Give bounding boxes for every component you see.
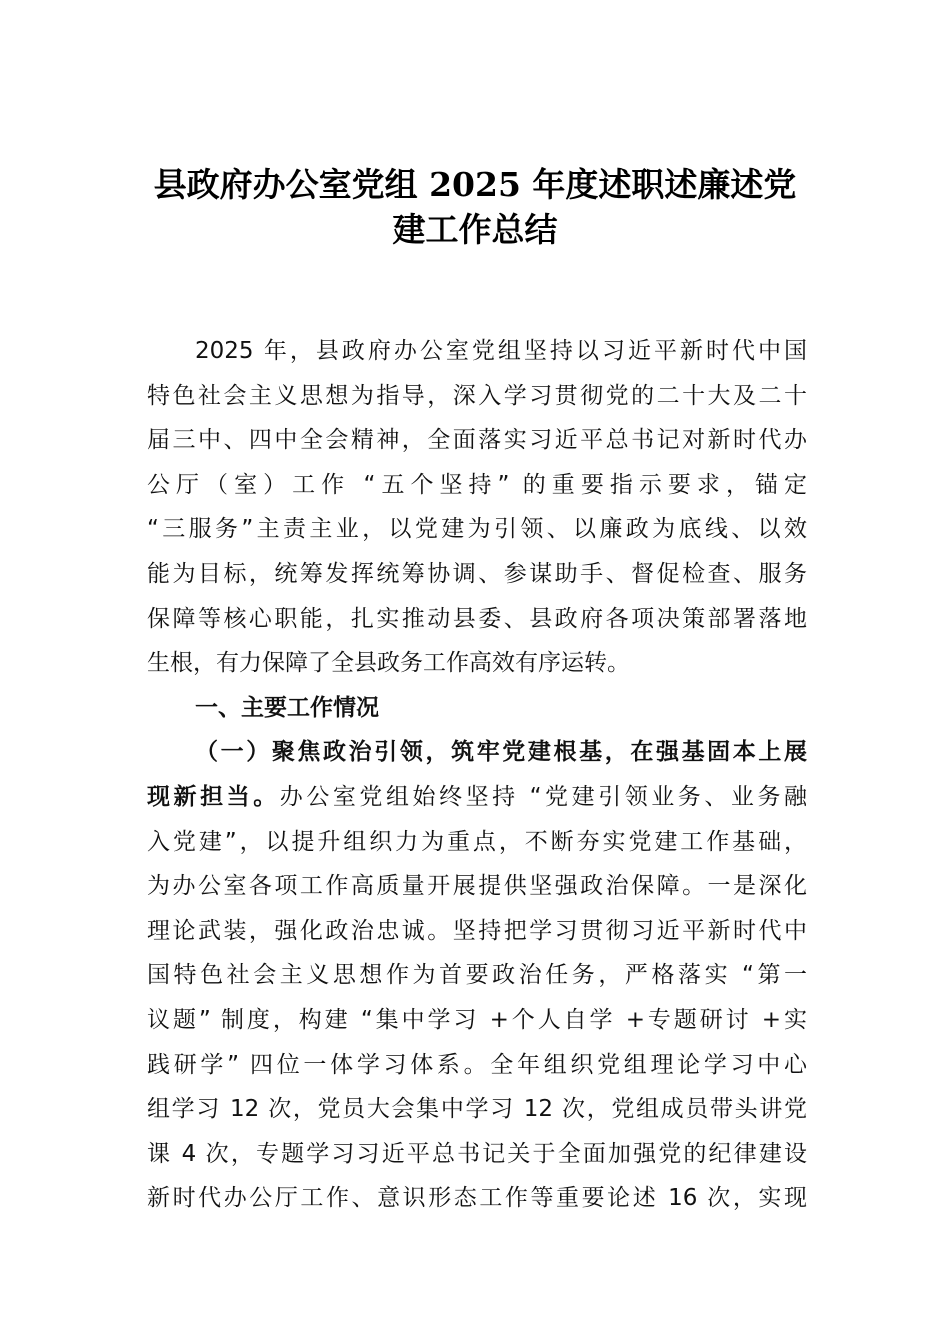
paragraph-line-mixed xyxy=(147,775,807,820)
paragraph-line: 生根，有力保障了全县政务工作高效有序运转。 xyxy=(147,650,630,677)
paragraph-line: 新时代办公厅工作、意识形态工作等重要论述 16 次，实现 xyxy=(147,1185,807,1212)
paragraph-line: 理论武装，强化政治忠诚。坚持把学习贯彻习近平新时代中 xyxy=(147,917,807,944)
paragraph-line: 课 4 次，专题学习习近平总书记关于全面加强党的纪律建设 xyxy=(147,1140,807,1167)
intro-paragraph xyxy=(147,329,807,686)
paragraph-line: 组学习 12 次，党员大会集中学习 12 次，党组成员带头讲党 xyxy=(147,1096,807,1123)
paragraph-line: 2025 年，县政府办公室党组坚持以习近平新时代中国 xyxy=(195,338,807,364)
section-heading: 一、主要工作情况 xyxy=(195,694,379,721)
paragraph-line: 届三中、四中全会精神，全面落实习近平总书记对新时代办 xyxy=(147,427,807,454)
paragraph-text: 办公室党组始终坚持 “党建引领业务、业务融 xyxy=(279,783,808,810)
document-title-line-1: 县政府办公室党组 2025 年度述职述廉述党 xyxy=(153,165,797,204)
paragraph-line: 保障等核心职能，扎实推动县委、县政府各项决策部署落地 xyxy=(147,605,807,632)
paragraph-line: 公厅（室）工作 “五个坚持” 的重要指示要求，锚定 xyxy=(147,471,807,498)
document-title-line-2: 建工作总结 xyxy=(392,210,558,249)
paragraph-line: 入党建”，以提升组织力为重点，不断夯实党建工作基础， xyxy=(147,828,807,855)
subheading-line: （一）聚焦政治引领，筑牢党建根基，在强基固本上展 xyxy=(195,739,807,766)
document-body xyxy=(147,329,807,1221)
section-1-paragraph xyxy=(147,730,807,1221)
paragraph-line: “三服务”主责主业，以党建为引领、以廉政为底线、以效 xyxy=(147,516,807,543)
paragraph-line: 为办公室各项工作高质量开展提供坚强政治保障。一是深化 xyxy=(147,873,807,900)
paragraph-line: 特色社会主义思想为指导，深入学习贯彻党的二十大及二十 xyxy=(147,382,807,409)
paragraph-line: 能为目标，统筹发挥统筹协调、参谋助手、督促检查、服务 xyxy=(147,560,807,587)
paragraph-line: 践研学” 四位一体学习体系。全年组织党组理论学习中心 xyxy=(147,1051,807,1078)
paragraph-line: 议题” 制度，构建 “集中学习 +个人自学 +专题研讨 +实 xyxy=(147,1006,807,1033)
paragraph-line: 国特色社会主义思想作为首要政治任务，严格落实 “第一 xyxy=(147,962,807,989)
subheading-tail: 现新担当。 xyxy=(147,783,280,810)
